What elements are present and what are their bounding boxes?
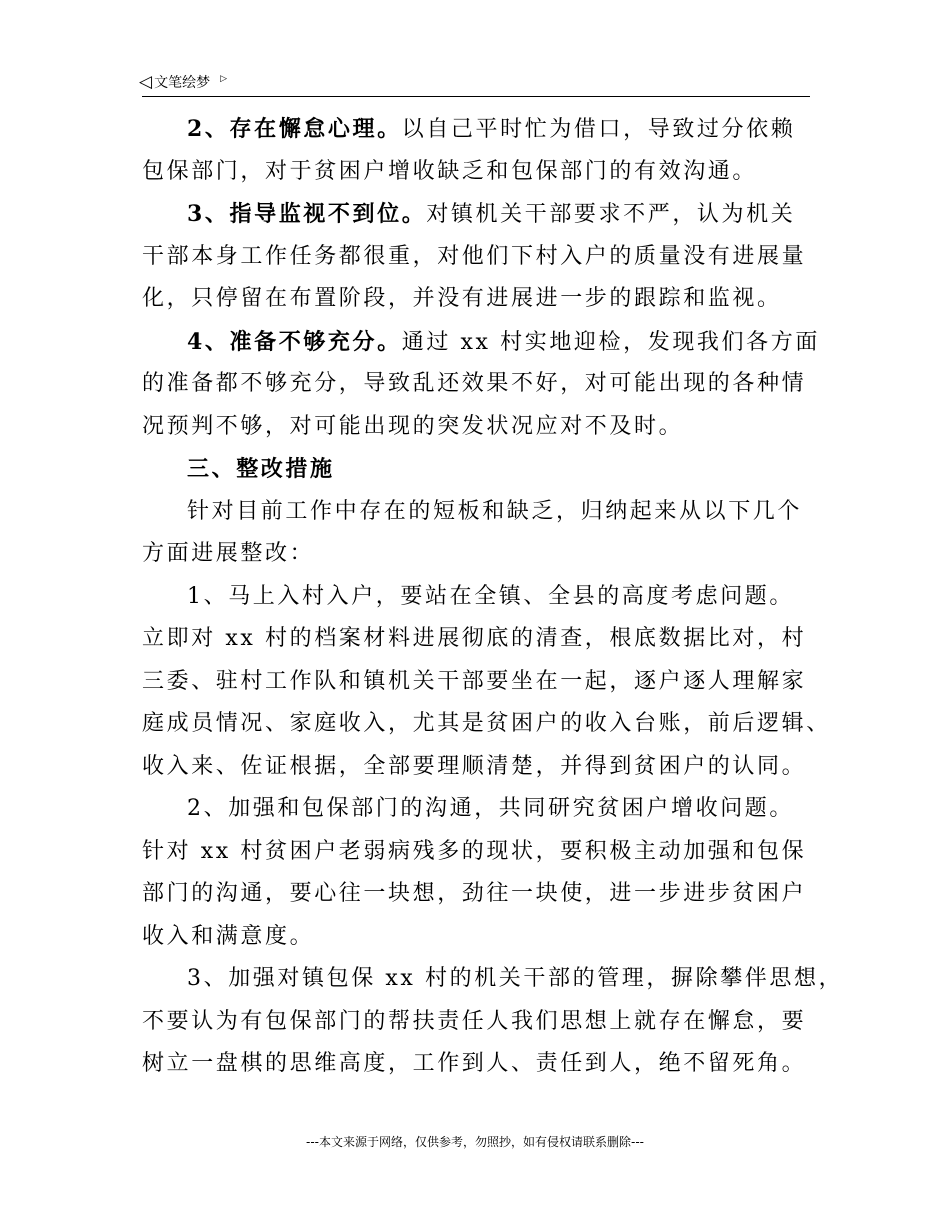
line-text: 针对 xx 村贫困户老弱病残多的现状，要积极主动加强和包保 <box>142 838 807 864</box>
line-text: 收入和满意度。 <box>142 923 315 949</box>
line-text: 化，只停留在布置阶段，并没有进展进一步的跟踪和监视。 <box>142 286 782 311</box>
line-text: 立即对 xx 村的档案材料进展彻底的清查，根底数据比对，村 <box>142 626 807 651</box>
paragraph-line <box>142 831 832 874</box>
line-text: 干部本身工作任务都很重，对他们下村入户的质量没有进展量 <box>142 243 807 269</box>
line-text: 1、马上入村入户，要站在全镇、全县的高度考虑问题。 <box>187 583 794 609</box>
header-brand <box>139 72 227 92</box>
paragraph-line <box>142 151 832 194</box>
paragraph-line <box>142 661 832 704</box>
line-text: 不要认为有包保部门的帮扶责任人我们思想上就存在懈怠，要 <box>142 1008 807 1034</box>
paragraph-line <box>142 236 832 279</box>
paragraph-line <box>142 576 832 619</box>
paragraph-line <box>142 873 832 916</box>
paragraph-line <box>142 406 832 449</box>
line-text: 对镇机关干部要求不严，认为机关 <box>426 202 796 227</box>
line-bold-lead: 3、指导监视不到位。 <box>187 201 427 227</box>
section-heading <box>142 448 832 491</box>
line-text: 3、加强对镇包保 xx 村的机关干部的管理，摒除攀伴思想， <box>187 966 844 991</box>
line-text: 况预判不够，对可能出现的突发状况应对不及时。 <box>142 413 684 439</box>
paragraph-line <box>142 491 832 534</box>
document-body <box>142 108 844 1086</box>
paragraph-line <box>142 788 832 831</box>
line-text: 庭成员情况、家庭收入，尤其是贫困户的收入台账，前后逻辑、 <box>142 711 831 736</box>
paragraph-line <box>142 108 832 151</box>
header-title: 文笔绘梦 <box>154 75 211 91</box>
section-heading-text: 三、整改措施 <box>187 456 335 482</box>
line-text: 通过 xx 村实地迎检，发现我们各方面 <box>401 329 820 355</box>
paragraph-line <box>142 958 844 1001</box>
line-text: 2、加强和包保部门的沟通，共同研究贫困户增收问题。 <box>187 796 794 821</box>
line-text: 部门的沟通，要心往一块想，劲往一块使，进一步进步贫困户 <box>142 881 807 906</box>
footer-disclaimer: ---本文来源于网络，仅供参考，勿照抄，如有侵权请联系删除--- <box>306 1135 644 1149</box>
line-bold-lead: 4、准备不够充分。 <box>187 328 402 355</box>
paragraph-line <box>142 278 832 321</box>
line-text: 三委、驻村工作队和镇机关干部要坐在一起，逐户逐人理解家 <box>142 668 807 694</box>
paragraph-line <box>142 1001 832 1044</box>
paragraph-line <box>142 1043 832 1086</box>
line-text: 以自己平时忙为借口，导致过分依赖 <box>401 117 796 142</box>
paragraph-line <box>142 321 832 364</box>
paragraph-line <box>142 363 832 406</box>
paragraph-line <box>142 746 832 789</box>
line-text: 针对目前工作中存在的短板和缺乏，归纳起来从以下几个 <box>187 498 803 524</box>
page-header <box>139 70 810 97</box>
line-text: 树立一盘棋的思维高度，工作到人、责任到人，绝不留死角。 <box>142 1051 807 1076</box>
line-text: 收入来、佐证根据，全部要理顺清楚，并得到贫困户的认同。 <box>142 753 807 779</box>
line-text: 的准备都不够充分，导致乱还效果不好，对可能出现的各种情 <box>142 371 807 396</box>
paragraph-line <box>142 193 832 236</box>
paragraph-line <box>142 618 832 661</box>
paragraph-line <box>142 916 832 959</box>
line-text: 包保部门，对于贫困户增收缺乏和包保部门的有效沟通。 <box>142 158 758 184</box>
paragraph-line <box>142 703 832 746</box>
line-bold-lead: 2、存在懈怠心理。 <box>187 116 402 142</box>
line-text: 方面进展整改： <box>142 541 315 566</box>
triangle-right-icon: ▷ <box>220 74 227 84</box>
triangle-left-icon: ◁ <box>139 71 153 92</box>
paragraph-line <box>142 533 832 576</box>
